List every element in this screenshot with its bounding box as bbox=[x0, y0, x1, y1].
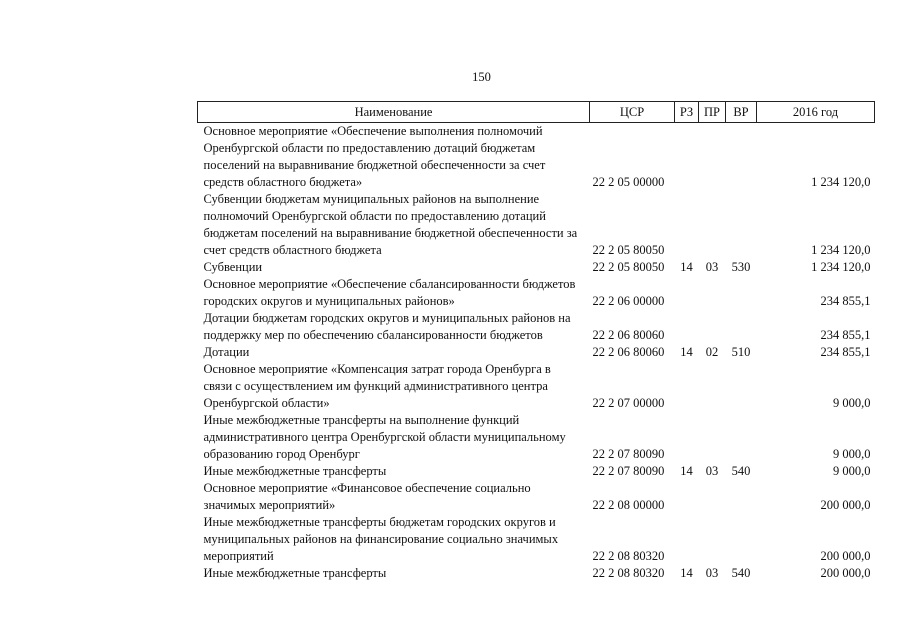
table-row bbox=[198, 412, 875, 463]
row-name: Иные межбюджетные трансферты bbox=[203, 464, 387, 478]
row-amount: 200 000,0 bbox=[820, 549, 871, 563]
row-name: Основное мероприятие «Компенсация затрат города Оренбурга в связи с осуществлением им функций административного центра Оренбургской области» bbox=[203, 362, 551, 410]
header-name: Наименование bbox=[198, 102, 590, 123]
row-rz bbox=[675, 480, 699, 514]
table-row bbox=[198, 480, 875, 514]
row-rz: 14 bbox=[680, 345, 693, 359]
row-amount: 1 234 120,0 bbox=[811, 260, 871, 274]
row-rz bbox=[675, 412, 699, 463]
row-name: Иные межбюджетные трансферты на выполнение функций административного центра Оренбургской области муниципальному образованию город Оренбург bbox=[203, 413, 566, 461]
row-amount: 234 855,1 bbox=[820, 328, 871, 342]
row-vr bbox=[726, 123, 757, 192]
row-amount: 200 000,0 bbox=[820, 566, 871, 580]
row-csr: 22 2 05 80050 bbox=[592, 243, 665, 257]
row-pr: 03 bbox=[705, 464, 719, 478]
table-row bbox=[198, 565, 875, 582]
row-csr: 22 2 05 00000 bbox=[592, 175, 665, 189]
header-year: 2016 год bbox=[757, 102, 875, 123]
row-csr: 22 2 06 80060 bbox=[592, 345, 665, 359]
row-name: Субвенции бюджетам муниципальных районов на выполнение полномочий Оренбургской области по предоставлению дотаций бюджетам поселений на выравнивание бюджетной обеспеченности за счет средств областного бюджета bbox=[203, 192, 578, 257]
row-amount: 1 234 120,0 bbox=[811, 243, 871, 257]
row-vr bbox=[726, 412, 757, 463]
row-pr bbox=[699, 310, 726, 344]
row-vr: 540 bbox=[731, 464, 751, 478]
row-pr bbox=[699, 514, 726, 565]
header-vr: ВР bbox=[726, 102, 757, 123]
table-header bbox=[198, 102, 875, 123]
table-row bbox=[198, 191, 875, 259]
row-amount: 9 000,0 bbox=[833, 396, 871, 410]
row-name: Основное мероприятие «Обеспечение сбалансированности бюджетов городских округов и муниципальных районов» bbox=[203, 277, 576, 308]
table-row bbox=[198, 463, 875, 480]
row-amount: 234 855,1 bbox=[820, 294, 871, 308]
row-vr bbox=[726, 480, 757, 514]
row-vr bbox=[726, 310, 757, 344]
row-rz bbox=[675, 361, 699, 412]
table-row bbox=[198, 514, 875, 565]
row-amount: 1 234 120,0 bbox=[811, 175, 871, 189]
row-csr: 22 2 08 80320 bbox=[592, 549, 665, 563]
row-rz: 14 bbox=[680, 260, 693, 274]
row-rz bbox=[675, 276, 699, 310]
table-row bbox=[198, 361, 875, 412]
row-csr: 22 2 06 00000 bbox=[592, 294, 665, 308]
row-name: Иные межбюджетные трансферты бюджетам городских округов и муниципальных районов на финансирование социально значимых мероприятий bbox=[203, 515, 559, 563]
row-name: Основное мероприятие «Финансовое обеспечение социально значимых мероприятий» bbox=[203, 481, 531, 512]
header-pr: ПР bbox=[699, 102, 726, 123]
table-row bbox=[198, 123, 875, 192]
row-rz bbox=[675, 514, 699, 565]
row-rz: 14 bbox=[680, 566, 693, 580]
row-pr bbox=[699, 191, 726, 259]
row-pr: 03 bbox=[705, 260, 719, 274]
row-name: Субвенции bbox=[203, 260, 263, 274]
table-body bbox=[198, 123, 875, 583]
row-name: Основное мероприятие «Обеспечение выполнения полномочий Оренбургской области по предоставлению дотаций бюджетам поселений на выравнивание бюджетной обеспеченности за счет средств областного бюджета» bbox=[203, 124, 546, 189]
row-amount: 9 000,0 bbox=[833, 447, 871, 461]
row-pr: 02 bbox=[705, 345, 719, 359]
table-row bbox=[198, 276, 875, 310]
row-pr bbox=[699, 412, 726, 463]
row-pr bbox=[699, 276, 726, 310]
row-pr bbox=[699, 361, 726, 412]
row-csr: 22 2 07 80090 bbox=[592, 464, 665, 478]
row-csr: 22 2 05 80050 bbox=[592, 260, 665, 274]
row-amount: 234 855,1 bbox=[820, 345, 871, 359]
row-amount: 200 000,0 bbox=[820, 498, 871, 512]
page-number: 150 bbox=[472, 70, 491, 84]
row-vr bbox=[726, 191, 757, 259]
row-rz bbox=[675, 310, 699, 344]
row-pr bbox=[699, 123, 726, 192]
row-name: Иные межбюджетные трансферты bbox=[203, 566, 387, 580]
row-name: Дотации бюджетам городских округов и муниципальных районов на поддержку мер по обеспечению сбалансированности бюджетов bbox=[203, 311, 571, 342]
row-vr bbox=[726, 514, 757, 565]
table-row bbox=[198, 310, 875, 344]
row-name: Дотации bbox=[203, 345, 250, 359]
table-row bbox=[198, 344, 875, 361]
row-csr: 22 2 07 00000 bbox=[592, 396, 665, 410]
row-rz bbox=[675, 191, 699, 259]
row-pr: 03 bbox=[705, 566, 719, 580]
row-vr: 530 bbox=[731, 260, 751, 274]
row-csr: 22 2 06 80060 bbox=[592, 328, 665, 342]
table-row bbox=[198, 259, 875, 276]
row-vr bbox=[726, 361, 757, 412]
budget-table bbox=[197, 101, 875, 582]
row-vr: 540 bbox=[731, 566, 751, 580]
header-csr: ЦСР bbox=[590, 102, 675, 123]
row-pr bbox=[699, 480, 726, 514]
row-csr: 22 2 07 80090 bbox=[592, 447, 665, 461]
row-csr: 22 2 08 00000 bbox=[592, 498, 665, 512]
row-vr bbox=[726, 276, 757, 310]
header-rz: РЗ bbox=[675, 102, 699, 123]
row-rz: 14 bbox=[680, 464, 693, 478]
row-csr: 22 2 08 80320 bbox=[592, 566, 665, 580]
row-vr: 510 bbox=[731, 345, 751, 359]
row-amount: 9 000,0 bbox=[833, 464, 871, 478]
row-rz bbox=[675, 123, 699, 192]
